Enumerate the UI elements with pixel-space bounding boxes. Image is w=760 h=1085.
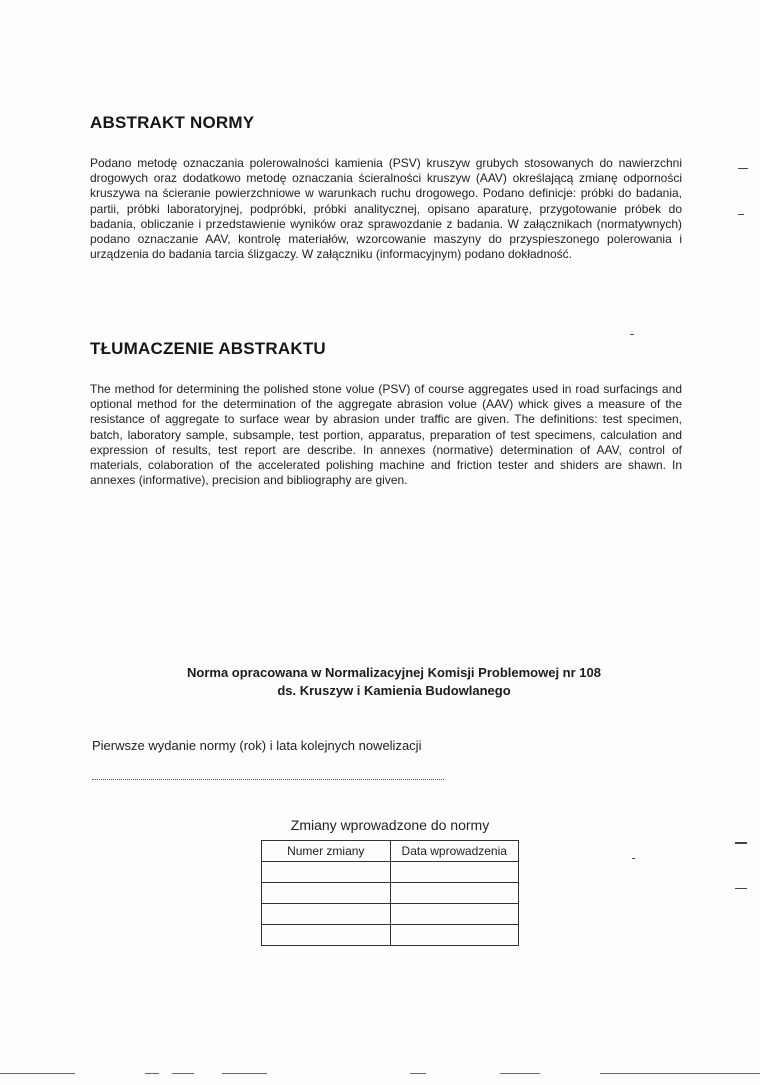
scan-speck xyxy=(630,334,634,335)
table-cell xyxy=(262,862,391,883)
table-cell xyxy=(262,883,391,904)
table-cell xyxy=(390,925,519,946)
changes-table-header-row xyxy=(262,841,519,862)
table-cell xyxy=(262,904,391,925)
abstract-text: Podano metodę oznaczania polerowalności kamienia (PSV) kruszyw grubych stosowanych do nawierzchni drogowych oraz dodatkowo metodę oznaczania ścieralności kruszyw (AAV) określającą zmianę odporności kruszywa na ścieranie powierzchniowe w warunkach ruchu drogowego. Podano definicje: próbki do badania, partii, próbki laboratoryjnej, podpróbki, próbki analitycznej, opisano aparaturę, przygotowanie próbek do badania, obliczanie i przedstawienie wyników oraz sprawozdanie z badania. W załącznikach (normatywnych) podano oznaczanie AAV, kontrolę materiałów, wzorcowanie maszyny do przyspieszonego polerowania i urządzenia do badania tarcia ślizgaczy. W załączniku (informacyjnym) podano dokładność. xyxy=(90,156,682,262)
table-cell xyxy=(390,904,519,925)
first-edition-label: Pierwsze wydanie normy (rok) i lata kolejnych nowelizacji xyxy=(92,738,422,753)
committee-note xyxy=(90,664,698,700)
scan-edge-line xyxy=(145,1073,159,1074)
translation-heading: TŁUMACZENIE ABSTRAKTU xyxy=(90,339,326,358)
table-row xyxy=(262,862,519,883)
table-cell xyxy=(390,883,519,904)
column-header-introduction-date: Data wprowadzenia xyxy=(390,841,519,862)
scan-edge-line xyxy=(0,1073,75,1074)
table-row xyxy=(262,904,519,925)
table-row xyxy=(262,883,519,904)
scan-edge-line xyxy=(410,1073,426,1074)
scan-speck xyxy=(738,214,744,215)
committee-line-1: Norma opracowana w Normalizacyjnej Komisji Problemowej nr 108 xyxy=(187,665,601,680)
scan-edge-line xyxy=(172,1073,194,1074)
scan-edge-line xyxy=(222,1073,267,1074)
committee-line-2: ds. Kruszyw i Kamienia Budowlanego xyxy=(277,683,511,698)
translation-text: The method for determining the polished stone volue (PSV) of course aggregates used in road surfacings and optional method for the determination of the aggregate abrasion volue (AAV) whick gives a measure of the resistance of aggregate to surface wear by abrasion under traffic are given. The definitions: test specimen, batch, laboratory sample, subsample, test portion, apparatus, preparation of test specimens, calculation and expression of results, test report are describe. In annexes (normative) determination of AAV, control of materials, colaboration of the accelerated polishing machine and friction tester and shiders are shawn. In annexes (informative), precision and bibliography are given. xyxy=(90,382,682,488)
first-edition-fill-line xyxy=(92,779,444,780)
scan-speck xyxy=(735,842,747,844)
table-row xyxy=(262,925,519,946)
scan-speck xyxy=(735,888,747,889)
abstract-heading: ABSTRAKT NORMY xyxy=(90,113,255,132)
changes-table-title: Zmiany wprowadzone do normy xyxy=(290,817,490,833)
scan-speck xyxy=(632,858,635,859)
scan-edge-line xyxy=(500,1073,540,1074)
scan-speck xyxy=(738,168,748,169)
changes-table xyxy=(261,840,519,946)
table-cell xyxy=(390,862,519,883)
column-header-change-number: Numer zmiany xyxy=(262,841,391,862)
table-cell xyxy=(262,925,391,946)
scan-edge-line xyxy=(600,1073,760,1074)
